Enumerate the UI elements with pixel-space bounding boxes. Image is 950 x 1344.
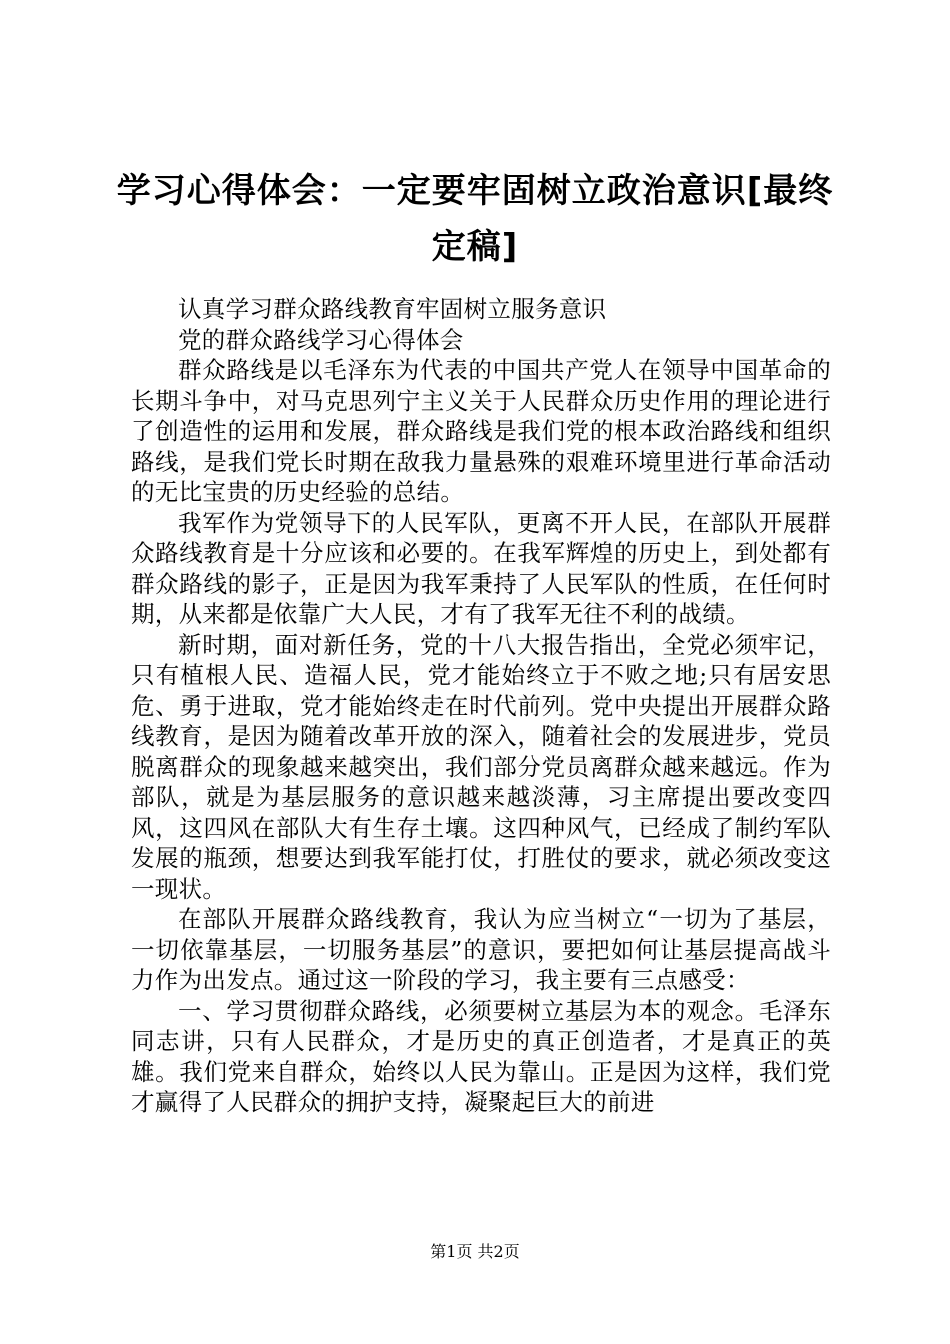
paragraph: 新时期，面对新任务，党的十八大报告指出，全党必须牢记，只有植根人民、造福人民，党才能始终立于不败之地;只有居安思危、勇于进取，党才能始终走在时代前列。党中央提出开展群众路线教育，是因为随着改革开放的深入，随着社会的发展进步，党员脱离群众的现象越来越突出，我们部分党员离群众越来越远。作为部队，就是为基层服务的意识越来越淡薄，习主席提出要改变四风，这四风在部队大有生存土壤。这四种风气，已经成了制约军队发展的瓶颈，想要达到我军能打仗，打胜仗的要求，就必须改变这一现状。: [131, 630, 831, 903]
document-title: 学习心得体会：一定要牢固树立政治意识[最终定稿]: [116, 171, 834, 267]
paragraph: 一、学习贯彻群众路线，必须要树立基层为本的观念。毛泽东同志讲，只有人民群众，才是历史的真正创造者，才是真正的英雄。我们党来自群众，始终以人民为靠山。正是因为这样，我们党才赢得了人民群众的拥护支持，凝聚起巨大的前进: [131, 996, 831, 1116]
paragraph-subtitle-2: 党的群众路线学习心得体会: [178, 325, 464, 354]
paragraph: 在部队开展群众路线教育，我认为应当树立“一切为了基层，一切依靠基层，一切服务基层”的意识，要把如何让基层提高战斗力作为出发点。通过这一阶段的学习，我主要有三点感受：: [131, 905, 831, 994]
paragraph: 我军作为党领导下的人民军队，更离不开人民，在部队开展群众路线教育是十分应该和必要的。在我军辉煌的历史上，到处都有群众路线的影子，正是因为我军秉持了人民军队的性质，在任何时期，从来都是依靠广大人民，才有了我军无往不利的战绩。: [131, 508, 831, 628]
paragraph-subtitle-1: 认真学习群众路线教育牢固树立服务意识: [178, 295, 607, 323]
paragraph: 群众路线是以毛泽东为代表的中国共产党人在领导中国革命的长期斗争中，对马克思列宁主义关于人民群众历史作用的理论进行了创造性的运用和发展，群众路线是我们党的根本政治路线和组织路线，是我们党长时期在敌我力量悬殊的艰难环境里进行革命活动的无比宝贵的历史经验的总结。: [131, 356, 831, 506]
document-body: [131, 294, 831, 1118]
page-footer: 第1页 共2页: [430, 1242, 520, 1261]
